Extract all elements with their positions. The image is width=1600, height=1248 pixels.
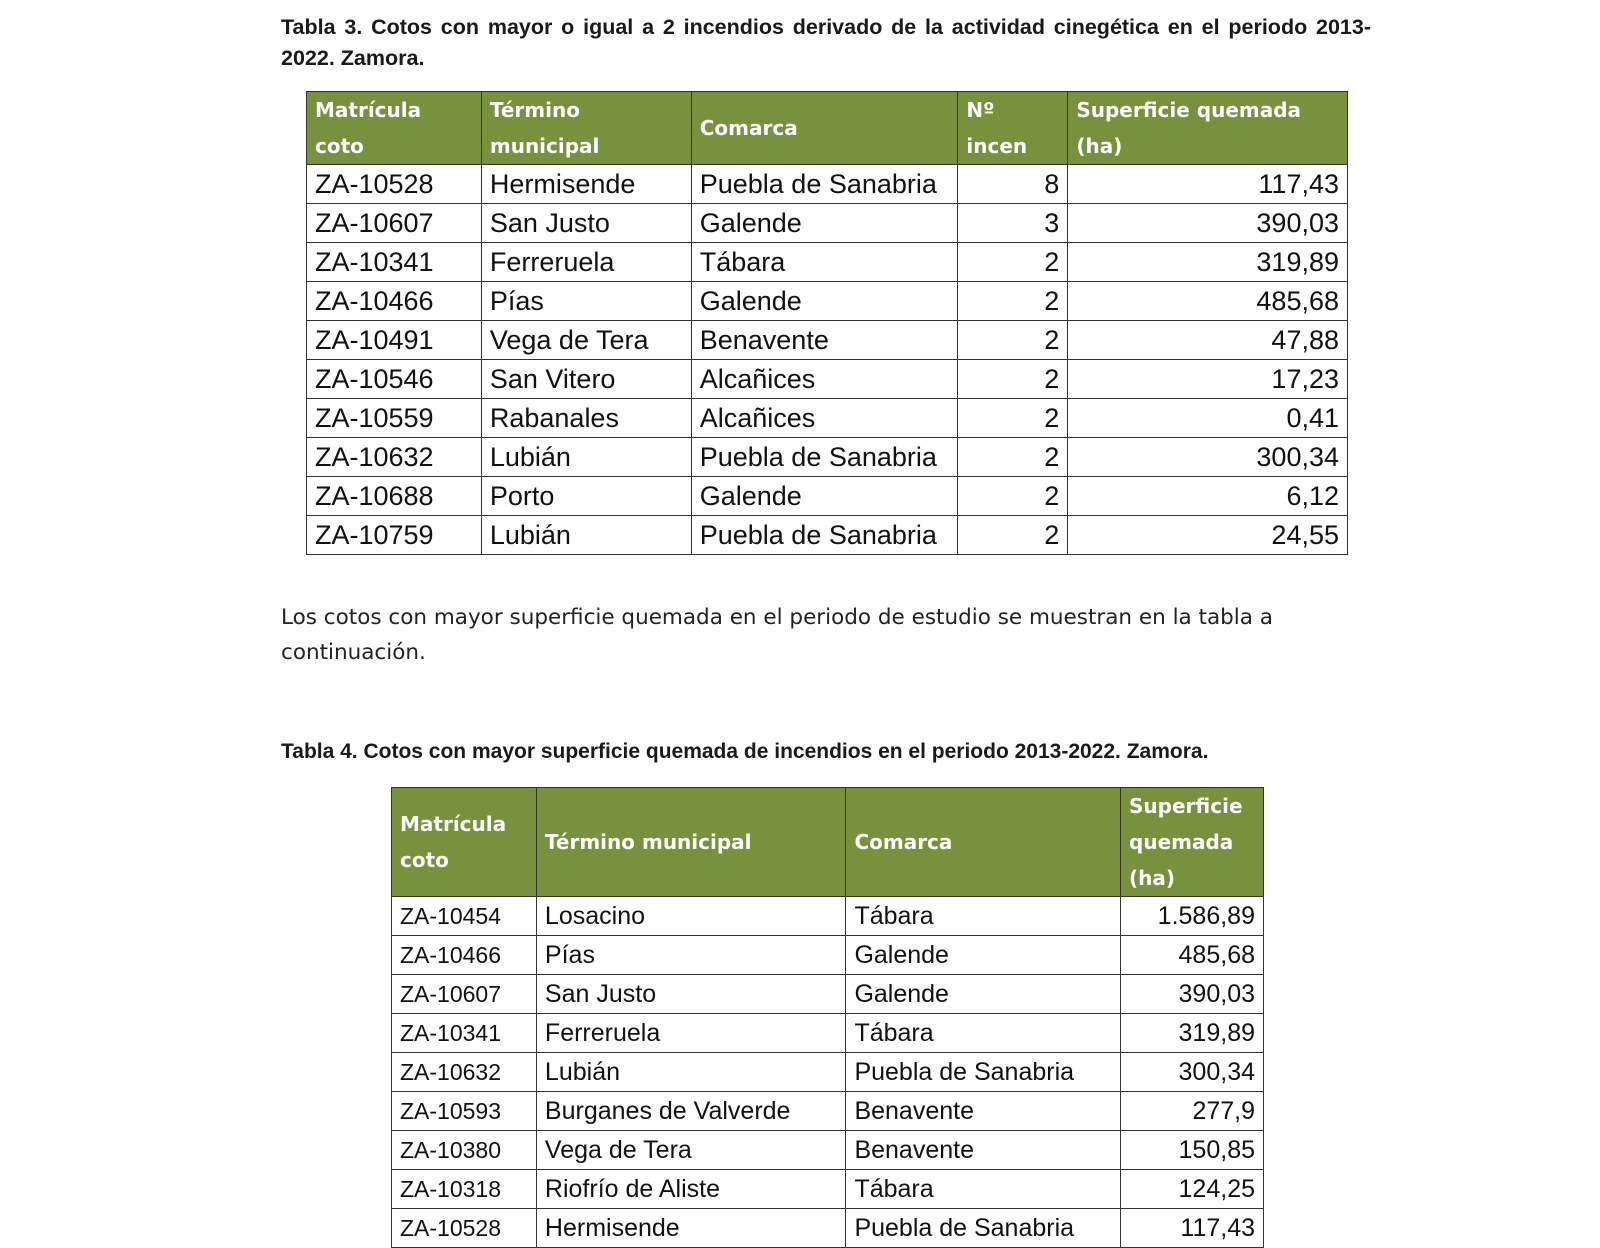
termino-cell: Vega de Tera	[536, 1131, 846, 1170]
incendios-cell: 2	[958, 321, 1068, 360]
termino-cell: Ferreruela	[536, 1014, 846, 1053]
matricula-cell: ZA-10607	[307, 204, 482, 243]
table4-header-termino: Término municipal	[536, 788, 846, 897]
superficie-cell: 0,41	[1068, 399, 1348, 438]
superficie-cell: 117,43	[1121, 1209, 1264, 1248]
table3-header-termino: Término municipal	[481, 92, 691, 165]
table3	[306, 91, 1348, 555]
termino-cell: Lubián	[481, 516, 691, 555]
superficie-cell: 300,34	[1121, 1053, 1264, 1092]
matricula-cell: ZA-10341	[307, 243, 482, 282]
termino-cell: Pías	[536, 936, 846, 975]
matricula-cell: ZA-10607	[392, 975, 537, 1014]
table4	[391, 787, 1264, 1248]
table3-header-incendios: Nº incen	[958, 92, 1068, 165]
superficie-cell: 277,9	[1121, 1092, 1264, 1131]
superficie-cell: 117,43	[1068, 165, 1348, 204]
comarca-cell: Puebla de Sanabria	[846, 1053, 1121, 1092]
table4-caption: Tabla 4. Cotos con mayor superficie quemada de incendios en el periodo 2013-2022. Zamora.	[281, 740, 1209, 763]
table-row	[307, 438, 1348, 477]
matricula-cell: ZA-10466	[392, 936, 537, 975]
matricula-cell: ZA-10466	[307, 282, 482, 321]
termino-cell: Lubián	[536, 1053, 846, 1092]
termino-cell: Hermisende	[536, 1209, 846, 1248]
comarca-cell: Tábara	[846, 1170, 1121, 1209]
termino-cell: Porto	[481, 477, 691, 516]
superficie-cell: 124,25	[1121, 1170, 1264, 1209]
incendios-cell: 2	[958, 477, 1068, 516]
comarca-cell: Benavente	[691, 321, 958, 360]
table-row	[392, 1014, 1264, 1053]
termino-cell: Riofrío de Aliste	[536, 1170, 846, 1209]
comarca-cell: Tábara	[846, 897, 1121, 936]
incendios-cell: 2	[958, 282, 1068, 321]
table-row	[307, 321, 1348, 360]
comarca-cell: Benavente	[846, 1131, 1121, 1170]
comarca-cell: Puebla de Sanabria	[691, 438, 958, 477]
superficie-cell: 24,55	[1068, 516, 1348, 555]
incendios-cell: 8	[958, 165, 1068, 204]
superficie-cell: 6,12	[1068, 477, 1348, 516]
table4-body	[392, 897, 1264, 1248]
comarca-cell: Benavente	[846, 1092, 1121, 1131]
superficie-cell: 485,68	[1121, 936, 1264, 975]
comarca-cell: Puebla de Sanabria	[846, 1209, 1121, 1248]
superficie-cell: 17,23	[1068, 360, 1348, 399]
comarca-cell: Puebla de Sanabria	[691, 516, 958, 555]
matricula-cell: ZA-10559	[307, 399, 482, 438]
comarca-cell: Alcañices	[691, 399, 958, 438]
incendios-cell: 2	[958, 438, 1068, 477]
comarca-cell: Puebla de Sanabria	[691, 165, 958, 204]
table3-caption: Tabla 3. Cotos con mayor o igual a 2 incendios derivado de la actividad cinegética en el periodo 2013-2022. Zamora.	[281, 15, 1371, 70]
incendios-cell: 2	[958, 399, 1068, 438]
superficie-cell: 1.586,89	[1121, 897, 1264, 936]
table4-header-superficie: Superficie quemada (ha)	[1121, 788, 1264, 897]
comarca-cell: Alcañices	[691, 360, 958, 399]
termino-cell: Ferreruela	[481, 243, 691, 282]
matricula-cell: ZA-10688	[307, 477, 482, 516]
table-row	[307, 204, 1348, 243]
table-row	[392, 1092, 1264, 1131]
termino-cell: Burganes de Valverde	[536, 1092, 846, 1131]
table-row	[307, 360, 1348, 399]
matricula-cell: ZA-10491	[307, 321, 482, 360]
termino-cell: Rabanales	[481, 399, 691, 438]
matricula-cell: ZA-10546	[307, 360, 482, 399]
superficie-cell: 150,85	[1121, 1131, 1264, 1170]
table3-header-comarca: Comarca	[691, 92, 958, 165]
superficie-cell: 47,88	[1068, 321, 1348, 360]
termino-cell: Lubián	[481, 438, 691, 477]
superficie-cell: 319,89	[1068, 243, 1348, 282]
table-row	[392, 975, 1264, 1014]
incendios-cell: 2	[958, 243, 1068, 282]
table3-body	[307, 165, 1348, 555]
termino-cell: Vega de Tera	[481, 321, 691, 360]
table3-header-row	[307, 92, 1348, 165]
table4-header-matricula: Matrícula coto	[392, 788, 537, 897]
comarca-cell: Tábara	[846, 1014, 1121, 1053]
table-row	[307, 399, 1348, 438]
incendios-cell: 2	[958, 360, 1068, 399]
matricula-cell: ZA-10632	[392, 1053, 537, 1092]
table-row	[392, 1209, 1264, 1248]
comarca-cell: Galende	[691, 477, 958, 516]
matricula-cell: ZA-10632	[307, 438, 482, 477]
comarca-cell: Galende	[846, 975, 1121, 1014]
table-row	[307, 516, 1348, 555]
termino-cell: Hermisende	[481, 165, 691, 204]
table-row	[307, 243, 1348, 282]
superficie-cell: 390,03	[1121, 975, 1264, 1014]
matricula-cell: ZA-10759	[307, 516, 482, 555]
table-row	[392, 936, 1264, 975]
matricula-cell: ZA-10318	[392, 1170, 537, 1209]
table-row	[307, 477, 1348, 516]
comarca-cell: Galende	[691, 282, 958, 321]
comarca-cell: Tábara	[691, 243, 958, 282]
termino-cell: Pías	[481, 282, 691, 321]
matricula-cell: ZA-10528	[307, 165, 482, 204]
table-row	[307, 165, 1348, 204]
table-row	[392, 897, 1264, 936]
termino-cell: San Vitero	[481, 360, 691, 399]
termino-cell: San Justo	[481, 204, 691, 243]
termino-cell: San Justo	[536, 975, 846, 1014]
comarca-cell: Galende	[691, 204, 958, 243]
incendios-cell: 2	[958, 516, 1068, 555]
matricula-cell: ZA-10454	[392, 897, 537, 936]
matricula-cell: ZA-10341	[392, 1014, 537, 1053]
table-row	[307, 282, 1348, 321]
termino-cell: Losacino	[536, 897, 846, 936]
matricula-cell: ZA-10380	[392, 1131, 537, 1170]
table4-header-row	[392, 788, 1264, 897]
superficie-cell: 390,03	[1068, 204, 1348, 243]
incendios-cell: 3	[958, 204, 1068, 243]
superficie-cell: 319,89	[1121, 1014, 1264, 1053]
table-row	[392, 1170, 1264, 1209]
table4-header-comarca: Comarca	[846, 788, 1121, 897]
table3-header-matricula: Matrícula coto	[307, 92, 482, 165]
table-row	[392, 1053, 1264, 1092]
matricula-cell: ZA-10593	[392, 1092, 537, 1131]
superficie-cell: 300,34	[1068, 438, 1348, 477]
table-row	[392, 1131, 1264, 1170]
comarca-cell: Galende	[846, 936, 1121, 975]
superficie-cell: 485,68	[1068, 282, 1348, 321]
matricula-cell: ZA-10528	[392, 1209, 537, 1248]
table3-header-superficie: Superficie quemada (ha)	[1068, 92, 1348, 165]
body-paragraph: Los cotos con mayor superficie quemada en el periodo de estudio se muestran en la tabla a continuación.	[281, 605, 1273, 665]
